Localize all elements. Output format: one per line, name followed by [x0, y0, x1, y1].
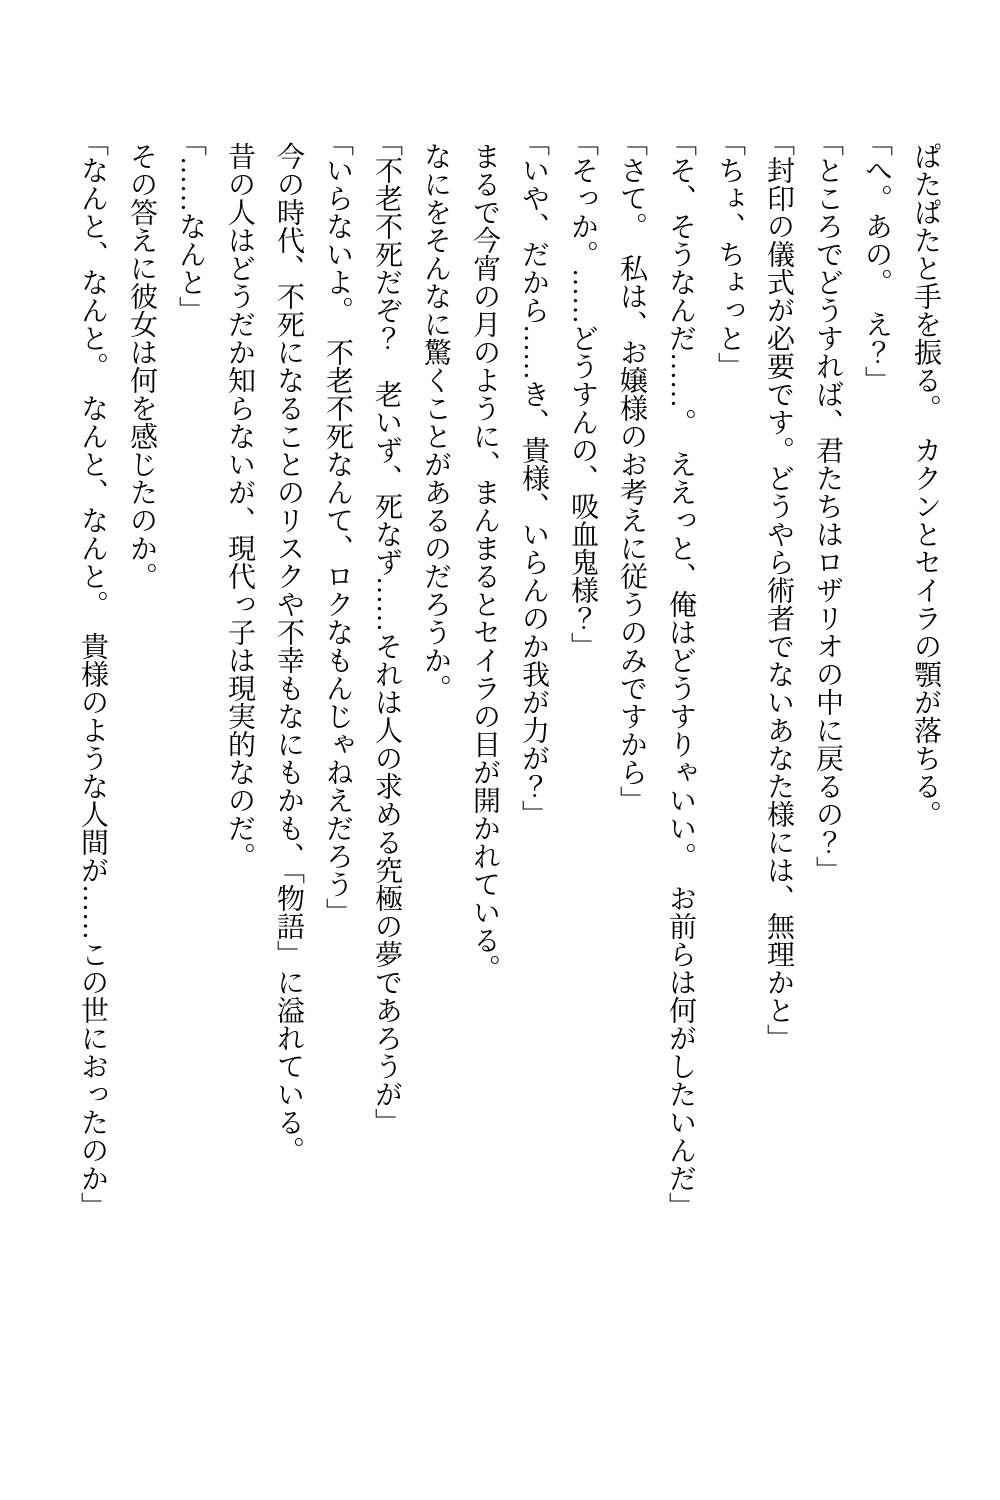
text-line: 「そ、そうなんだ……。 ええっと、俺はどうすりゃいい。 お前らは何がしたいんだ」	[665, 128, 696, 1220]
text-line: 「いらないよ。 不老不死なんて、ロクなもんじゃねえだろう」	[322, 128, 353, 926]
text-line: 「ちょ、ちょっと」	[714, 128, 745, 380]
text-line: 昔の人はどうだか知らないが、現代っ子は現実的なのだ。	[224, 142, 255, 870]
text-line: 「不老不死だぞ？ 老いず、死なず……それは人の求める究極の夢であろうが」	[371, 128, 402, 1136]
text-line: 「そっか。……どうすんの、吸血鬼様？」	[567, 128, 598, 660]
text-line: 今の時代、不死になることのリスクや不幸もなにもかも、「物語」に溢れている。	[273, 142, 304, 1164]
text-line: 「へ。あの。 え？」	[861, 128, 892, 394]
text-line: 「……なんと」	[175, 128, 206, 324]
text-line: 「ところでどうすれば、君たちはロザリオの中に戻るの？」	[812, 128, 843, 884]
text-line: 「なんと、なんと。 なんと、なんと。 貴様のような人間が……この世におったのか」	[77, 128, 108, 1220]
text-line: なにをそんなに驚くことがあるのだろうか。	[420, 142, 451, 702]
text-line: 「封印の儀式が必要です。どうやら術者でないあなた様には、無理かと」	[763, 128, 794, 1052]
text-line: その答えに彼女は何を感じたのか。	[126, 142, 157, 590]
text-line: まるで今宵の月のように、まんまるとセイラの目が開かれている。	[469, 142, 500, 982]
text-line: 「いや、だから……き、貴様、いらんのか我が力が？」	[518, 128, 549, 828]
text-line: 「さて。 私は、お嬢様のお考えに従うのみですから」	[616, 128, 647, 814]
text-line: ぱたぱたと手を振る。 カクンとセイラの顎が落ちる。	[910, 142, 941, 828]
vertical-text-block	[68, 128, 950, 1223]
